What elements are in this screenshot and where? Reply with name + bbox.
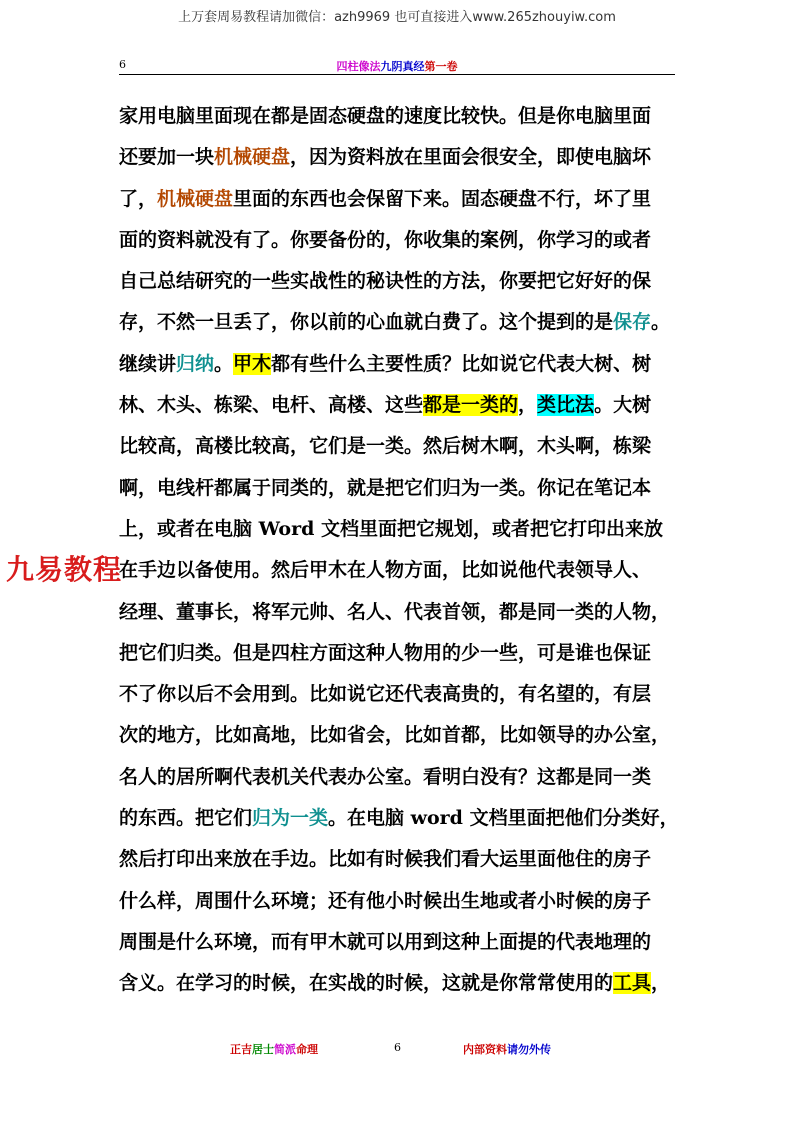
body-line: 自己总结研究的一些实战性的秘诀性的方法，你要把它好好的保 (119, 270, 652, 293)
term-mechanical-hdd: 机械硬盘 (157, 187, 234, 210)
top-banner: 上万套周易教程请加微信：azh9969 也可直接进入www.265zhouyiw.com (178, 10, 616, 25)
footer-left: 正吉居士简派命理 (230, 1043, 318, 1056)
body-line: 家用电脑里面现在都是固态硬盘的速度比较快。但是你电脑里面 (119, 105, 652, 127)
highlight-jiamu: 甲木 (233, 352, 272, 375)
header-page-number: 6 (119, 58, 126, 71)
body-line: 不了你以后不会用到。比如说它还代表高贵的，有名望的，有层 (119, 683, 652, 706)
header-title-part1: 四柱像法 (336, 60, 381, 73)
term-classify: 归为一类 (252, 807, 329, 830)
body-line: 比较高，高楼比较高，它们是一类。然后树木啊，木头啊，栋梁 (119, 435, 652, 458)
body-line: 林、木头、栋梁、电杆、高楼、这些都是一类的，类比法。大树 (119, 394, 652, 417)
body-line: 周围是什么环境，而有甲木就可以用到这种上面提的代表地理的 (119, 930, 652, 953)
body-line: 的东西。把它们归为一类。在电脑 word 文档里面把他们分类好， (119, 807, 679, 830)
header-title (119, 58, 675, 74)
body-line: 啊，电线杆都属于同类的，就是把它们归为一类。你记在笔记本 (119, 476, 652, 499)
body-line: 把它们归类。但是四柱方面这种人物用的少一些，可是谁也保证 (119, 641, 652, 664)
body-line: 继续讲归纳。甲木都有些什么主要性质？比如说它代表大树、树 (119, 352, 652, 375)
header-title-part2: 九阴真经 (380, 60, 425, 73)
body-line: 存，不然一旦丢了，你以前的心血就白费了。这个提到的是保存。 (119, 311, 671, 334)
body-line: 了，机械硬盘里面的东西也会保留下来。固态硬盘不行，坏了里 (119, 187, 652, 210)
body-line: 名人的居所啊代表机关代表办公室。看明白没有？这都是同一类 (119, 765, 652, 788)
body-line: 含义。在学习的时候，在实战的时候，这就是你常常使用的工具， (119, 972, 671, 995)
page-footer (0, 1041, 794, 1057)
footer-page-number: 6 (394, 1041, 401, 1054)
page-header (119, 58, 675, 75)
body-line: 次的地方，比如高地，比如省会，比如首都，比如领导的办公室， (119, 724, 671, 747)
header-title-part3: 第一卷 (424, 60, 458, 73)
body-line: 在手边以备使用。然后甲木在人物方面，比如说他代表领导人、 (119, 559, 652, 582)
body-line: 然后打印出来放在手边。比如有时候我们看大运里面他住的房子 (119, 848, 652, 871)
footer-right: 内部资料请勿外传 (463, 1043, 551, 1056)
body-line: 上，或者在电脑 Word 文档里面把它规划，或者把它打印出来放 (119, 517, 663, 540)
body-line: 还要加一块机械硬盘，因为资料放在里面会很安全，即使电脑坏 (119, 146, 652, 169)
watermark-stamp: 九易教程 (6, 553, 123, 586)
body-line: 面的资料就没有了。你要备份的，你收集的案例，你学习的或者 (119, 228, 652, 251)
highlight-analogy: 类比法 (537, 394, 595, 417)
body-text (119, 96, 679, 1005)
term-induction: 归纳 (176, 352, 215, 375)
highlight-tool: 工具 (613, 972, 652, 995)
term-save: 保存 (613, 311, 652, 334)
highlight-same-class: 都是一类的 (423, 394, 519, 417)
body-line: 经理、董事长，将军元帅、名人、代表首领，都是同一类的人物， (119, 600, 671, 623)
term-mechanical-hdd: 机械硬盘 (214, 146, 291, 169)
body-line: 什么样，周围什么环境；还有他小时候出生地或者小时候的房子 (119, 889, 652, 912)
